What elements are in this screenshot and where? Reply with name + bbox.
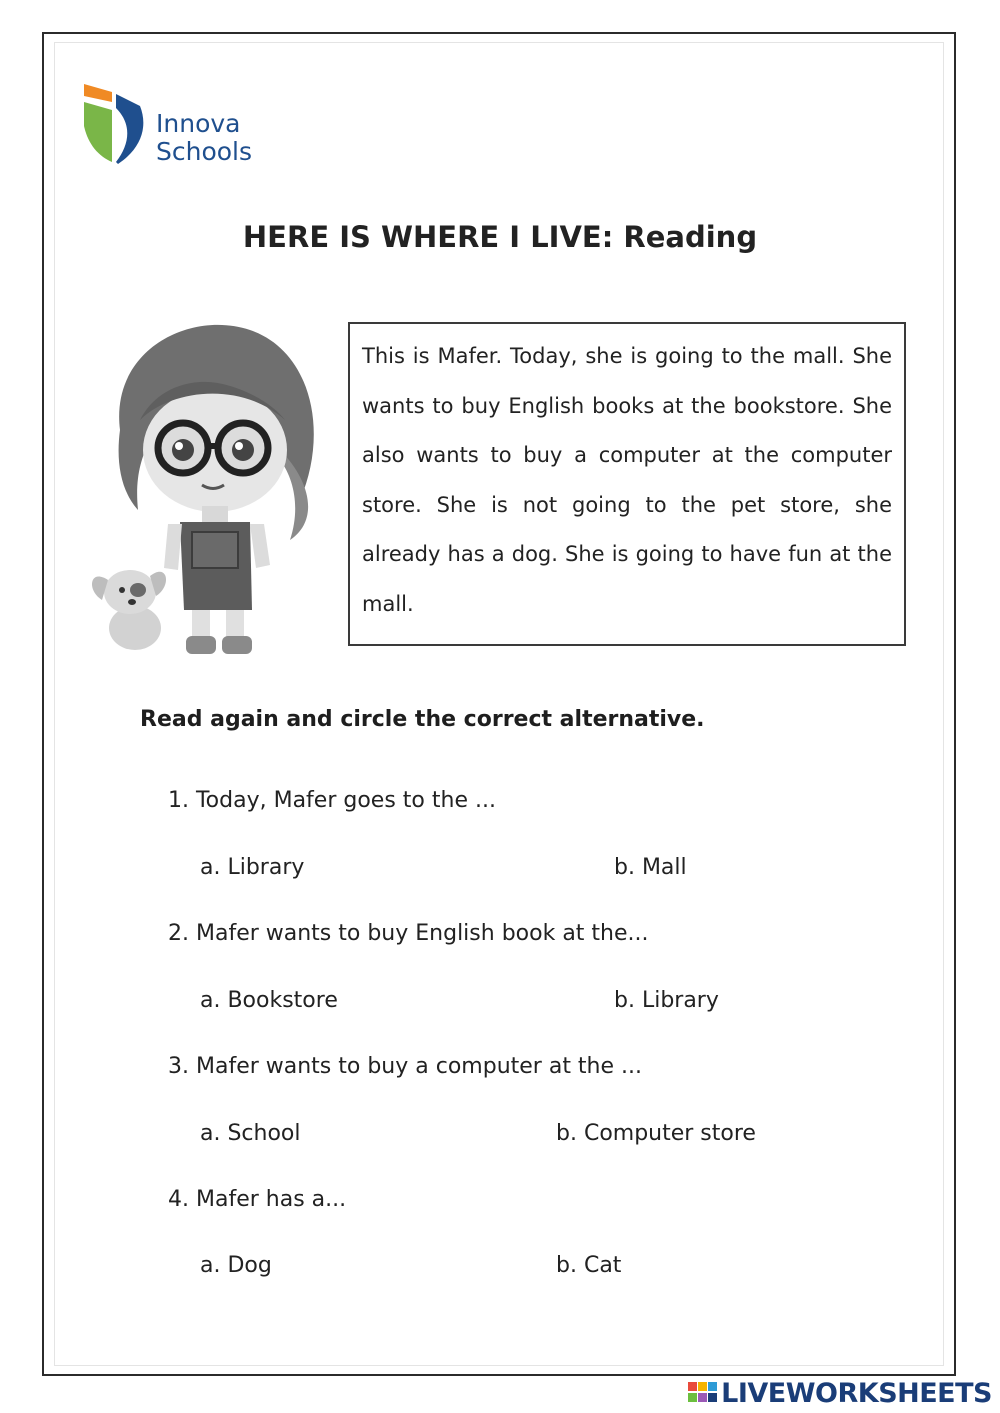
question-3: 3. Mafer wants to buy a computer at the ... — [168, 1054, 643, 1079]
question-4-option-b[interactable]: b. Cat — [556, 1253, 622, 1278]
question-4-option-a[interactable]: a. Dog — [200, 1253, 272, 1278]
logo-mark-icon — [82, 82, 154, 168]
worksheet-title: HERE IS WHERE I LIVE: Reading — [242, 220, 758, 254]
girl-with-dog-illustration — [80, 310, 340, 660]
logo-line-1: Innova — [156, 109, 241, 138]
question-3-option-b[interactable]: b. Computer store — [556, 1121, 756, 1146]
question-1: 1. Today, Mafer goes to the ... — [168, 788, 496, 813]
question-3-option-a[interactable]: a. School — [200, 1121, 301, 1146]
story-text-box: This is Mafer. Today, she is going to the mall. She wants to buy English books at the bookstore. She also wants to buy a computer at the computer store. She is not going to the pet store, she already has a dog. She is going to have fun at the mall. — [348, 322, 906, 646]
question-4: 4. Mafer has a... — [168, 1187, 347, 1212]
liveworksheets-logo-icon — [688, 1382, 718, 1404]
question-2-option-a[interactable]: a. Bookstore — [200, 988, 338, 1013]
logo-line-2: Schools — [156, 137, 253, 166]
logo-text — [156, 110, 252, 166]
instruction-text: Read again and circle the correct alternative. — [140, 707, 705, 732]
innova-schools-logo — [82, 82, 272, 168]
liveworksheets-brand: LIVEWORKSHEETS — [721, 1377, 992, 1409]
question-2-option-b[interactable]: b. Library — [614, 988, 719, 1013]
liveworksheets-footer — [688, 1376, 992, 1410]
question-2: 2. Mafer wants to buy English book at the... — [168, 921, 649, 946]
question-1-option-b[interactable]: b. Mall — [614, 855, 687, 880]
question-1-option-a[interactable]: a. Library — [200, 855, 305, 880]
